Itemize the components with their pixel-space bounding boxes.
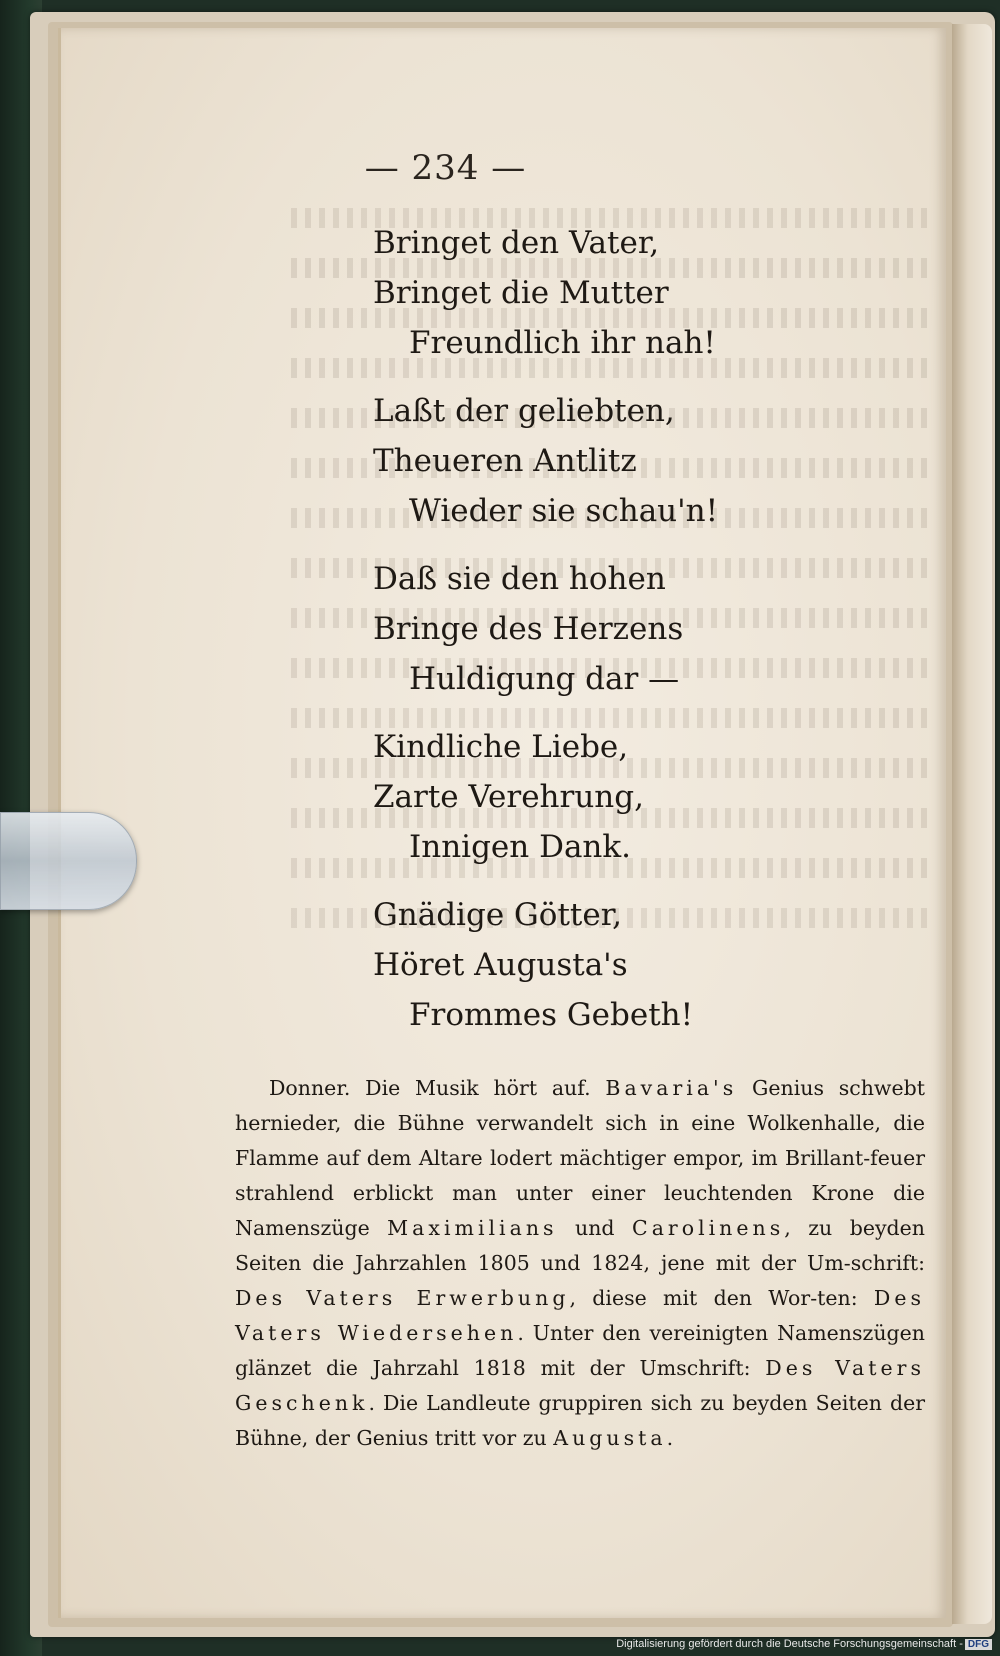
poem xyxy=(61,218,946,1058)
page-edges-right xyxy=(952,24,992,1624)
poem-line: Höret Augusta's xyxy=(373,947,628,983)
stanza xyxy=(61,890,946,1040)
poem-line: Laßt der geliebten, xyxy=(373,393,675,429)
prose-emphasis: Bavaria's xyxy=(605,1075,738,1100)
prose-text: . Unter den vereinigten Namenszügen glänzet die Jahrzahl 1818 mit der Umschrift: xyxy=(235,1320,925,1380)
prose-emphasis: Des Vaters Erwerbung xyxy=(235,1285,570,1310)
prose-text: . xyxy=(666,1425,674,1450)
page-number: — 234 — xyxy=(364,148,527,188)
stanza xyxy=(61,218,946,368)
stanza xyxy=(61,386,946,536)
book-page xyxy=(58,28,946,1618)
poem-line: Innigen Dank. xyxy=(409,829,632,865)
poem-line: Daß sie den hohen xyxy=(373,561,666,597)
prose-text: Genius schwebt hernieder, die Bühne verwandelt sich in eine Wolkenhalle, die Flamme auf dem Altare lodert mächtiger empor, im Brillant-feuer strahlend erblickt man unter einer leuchtenden Krone die Namenszüge xyxy=(235,1075,925,1240)
page-clip xyxy=(0,812,137,910)
poem-line: Frommes Gebeth! xyxy=(409,997,694,1033)
stanza xyxy=(61,554,946,704)
poem-line: Kindliche Liebe, xyxy=(373,729,629,765)
stage-direction xyxy=(235,1071,925,1456)
prose-text: Donner. Die Musik hört auf. xyxy=(269,1075,606,1100)
dfg-logo: DFG xyxy=(965,1639,992,1650)
poem-line: Bringet die Mutter xyxy=(373,275,669,311)
poem-line: Bringe des Herzens xyxy=(373,611,684,647)
poem-line: Freundlich ihr nah! xyxy=(409,325,716,361)
poem-line: Gnädige Götter, xyxy=(373,897,622,933)
prose-emphasis: Des Vaters Wiedersehen xyxy=(235,1285,925,1345)
prose-emphasis: Carolinens xyxy=(632,1215,785,1240)
stanza xyxy=(61,722,946,872)
prose-emphasis: Augusta xyxy=(553,1425,667,1450)
prose-text: , diese mit den Wor-ten: xyxy=(569,1285,874,1310)
poem-line: Wieder sie schau'n! xyxy=(409,493,719,529)
poem-line: Bringet den Vater, xyxy=(373,225,660,261)
credit-text: Digitalisierung gefördert durch die Deutsche Forschungsgemeinschaft - xyxy=(616,1638,963,1650)
prose-text: . Die Landleute gruppiren sich zu beyden Seiten der Bühne, der Genius tritt vor zu xyxy=(235,1390,925,1450)
poem-line: Huldigung dar — xyxy=(409,661,680,697)
poem-line: Zarte Verehrung, xyxy=(373,779,644,815)
poem-line: Theueren Antlitz xyxy=(373,443,637,479)
prose-emphasis: Des Vaters Geschenk xyxy=(235,1355,925,1415)
prose-text: , zu beyden Seiten die Jahrzahlen 1805 und 1824, jene mit der Um-schrift: xyxy=(235,1215,925,1275)
digitization-credit xyxy=(616,1638,992,1650)
prose-emphasis: Maximilians xyxy=(387,1215,558,1240)
prose-text: und xyxy=(557,1215,633,1240)
